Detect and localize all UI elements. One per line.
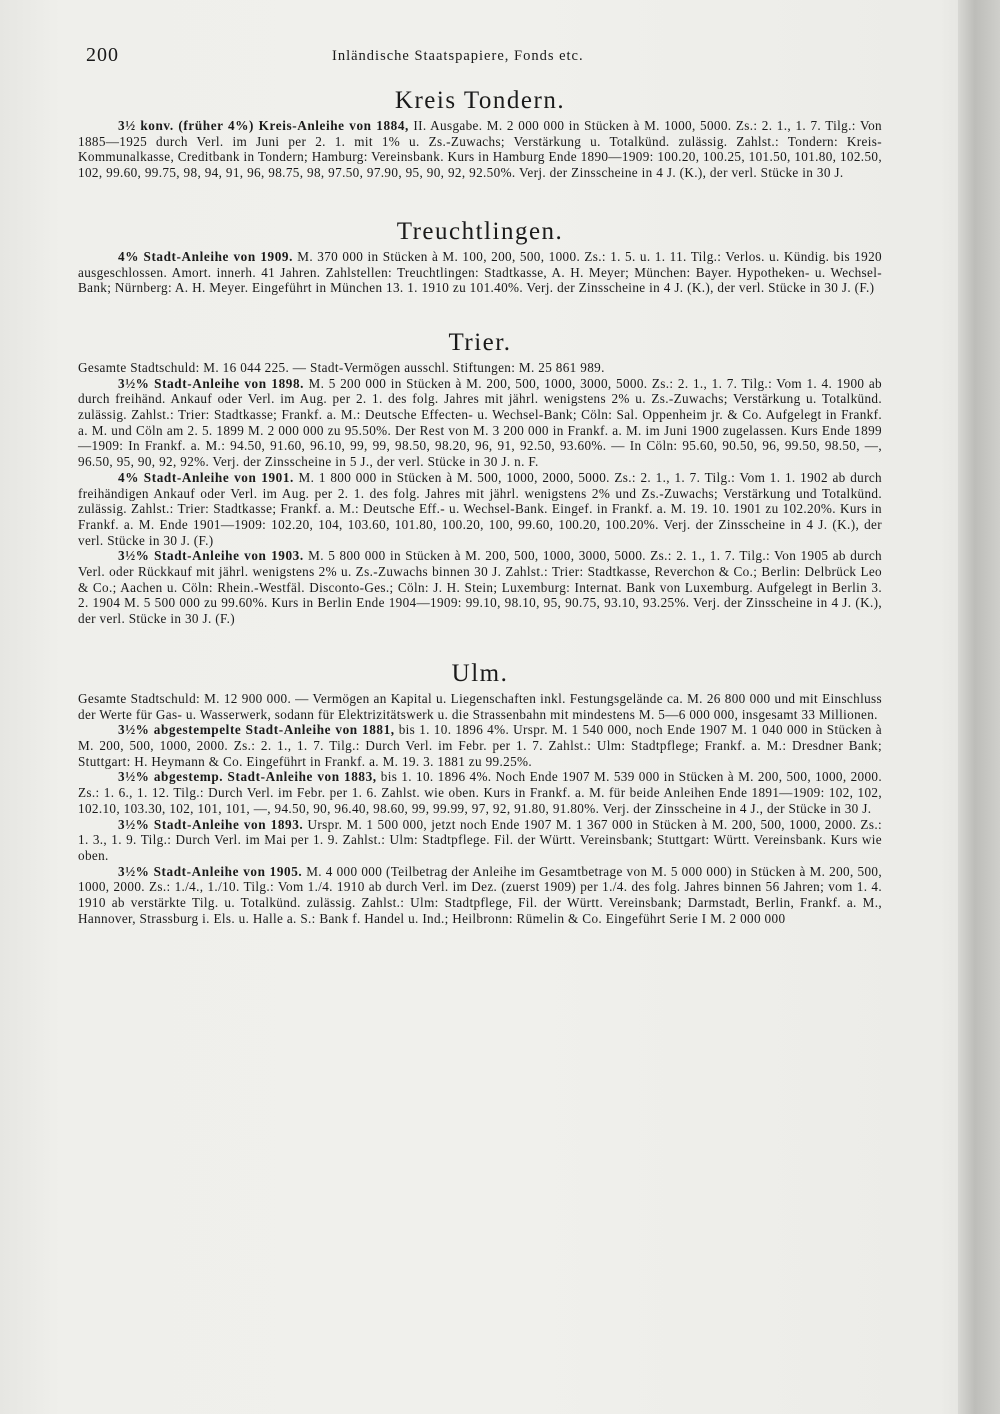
paragraph — [78, 548, 882, 627]
paragraph-text: Urspr. M. 1 500 000, jetzt noch Ende 1907 M. 1 367 000 in Stücken à M. 200, 500, 1000, 2000. Zs.: 1. 3., 1. 9. Tilg.: Durch Verl. im Mai per 1. 9. Zahlst.: Ulm: Stadtpflege. Fil. der Württ. Vereinsbank; Stuttgart: Württ. Vereinsbank. Kurs wie oben. — [78, 816, 882, 863]
page-number: 200 — [86, 44, 119, 66]
paragraph-text: bis 1. 10. 1896 4%. Noch Ende 1907 M. 539 000 in Stücken à M. 200, 500, 1000, 2000. Zs.: 1. 6., 1. 12. Tilg.: Durch Verl. im Febr. per 1. 6. Zahlst. wie oben. Kurs in Frankf. a. M. für beide Anleihen Ende 1891—1909: 102, 102, 102.10, 103.30, 102, 101, 101, —, 94.50, 90, 96.40, 98.60, 99, 99.99, 97, 92, 91.80, 91.80%. Verj. der Zinsscheine in 4 J., der Stücke in 30 J. — [78, 769, 883, 816]
page-edge-shadow — [958, 0, 1000, 1414]
paragraph — [78, 691, 882, 722]
bond-title: 3½% abgestempelte Stadt-Anleihe von 1881, — [118, 722, 395, 738]
section-spacer — [78, 627, 882, 645]
paragraph-text: M. 1 800 000 in Stücken à M. 500, 1000, 2000, 5000. Zs.: 2. 1., 1. 7. Tilg.: Vom 1. 1. 1902 ab durch freihändigen Ankauf oder Verl. im Aug. per 2. 1. des folg. Jahres mit jährl. wenigstens 2% und Zs.-Zuwachs; Verstärkung und Totalkünd. zulässig. Zahlst.: Trier: Stadtkasse; Frankf. a. M.: Deutsche Eff.- u. Wechsel-Bank. Eingef. in Frankf. a. M. 19. 10. 1901 zu 102.20%. Kurs in Frankf. a. M. Ende 1901—1909: 102.20, 104, 103.60, 101.80, 100.20, 100, 99.60, 100.20, 100.20%. Verj. der Zinsscheine in 4 J. (K.), der verl. Stücke in 30 J. (F.) — [78, 469, 882, 548]
paragraph — [78, 470, 882, 549]
bond-title: 4% Stadt-Anleihe von 1909. — [118, 248, 294, 264]
paragraph-text: M. 370 000 in Stücken à M. 100, 200, 500, 1000. Zs.: 1. 5. u. 1. 11. Tilg.: Verlos. u. Kündig. bis 1920 ausgeschlossen. Amort. innerh. 41 Jahren. Zahlstellen: Treuchtlingen: Stadtkasse, A. H. Meyer; München: Bayer. Hypotheken- u. Wechsel-Bank; Nürnberg: A. H. Meyer. Eingeführt in München 13. 1. 1910 zu 101.40%. Verj. der Zinsscheine in 4 J. (K.), der verl. Stücke in 30 J. (F.) — [78, 248, 882, 296]
bond-title: 3½% Stadt-Anleihe von 1903. — [118, 548, 304, 564]
running-title: Inländische Staatspapiere, Fonds etc. — [332, 48, 584, 64]
bond-title: 3½ konv. (früher 4%) Kreis-Anleihe von 1884, — [118, 118, 409, 133]
paragraph-text: Gesamte Stadtschuld: M. 16 044 225. — Stadt-Vermögen ausschl. Stiftungen: M. 25 861 989. — [78, 359, 605, 375]
section-spacer — [78, 181, 882, 203]
bond-title: 3½% Stadt-Anleihe von 1898. — [118, 375, 305, 391]
paragraph — [78, 722, 882, 769]
page-body — [78, 86, 882, 926]
section-treuchtlingen — [78, 181, 882, 296]
paragraph — [78, 817, 882, 864]
paragraph — [78, 360, 882, 376]
section-title: Kreis Tondern. — [394, 86, 566, 115]
bond-title: 3½% Stadt-Anleihe von 1893. — [118, 816, 304, 832]
section-trier — [78, 296, 882, 627]
paragraph-text: M. 5 800 000 in Stücken à M. 200, 500, 1000, 3000, 5000. Zs.: 2. 1., 1. 7. Tilg.: Von 1905 ab durch Verl. oder Rückkauf mit jährl. wenigstens 2% u. Zs.-Zuwachs binnen 30 J. Zahlst.: Trier: Stadtkasse, Reverchon & Co.; Berlin: Delbrück Leo & Co.; Aachen u. Cöln: Rhein.-Westfäl. Disconto-Ges.; Cöln: J. H. Stein; Luxemburg: Internat. Bank von Luxemburg. Aufgelegt in Berlin 3. 2. 1904 M. 5 500 000 zu 99.60%. Kurs in Berlin Ende 1904—1909: 99.10, 98.10, 95, 90.75, 93.10, 93.25%. Verj. der Zinsscheine in 4 J. (K.), der verl. Stücke in 30 J. (F.) — [78, 548, 882, 627]
section-title: Treuchtlingen. — [396, 217, 564, 246]
bond-title: 3½% Stadt-Anleihe von 1905. — [118, 863, 303, 879]
paragraph-text: II. Ausgabe. M. 2 000 000 in Stücken à M. 1000, 5000. Zs.: 2. 1., 1. 7. Tilg.: Von 1885—1925 durch Verl. im Juni per 2. 1. mit 1% u. Zs.-Zuwachs; Verstärkung u. Totalkünd. zulässig. Zahlst.: Tondern: Kreis-Kommunalkasse, Creditbank in Tondern; Hamburg: Vereinsbank. Kurs in Hamburg Ende 1890—1909: 100.20, 100.25, 101.50, 101.80, 102.50, 102, 99.60, 99.75, 98, 94, 91, 96, 98.75, 98, 97.50, 97.90, 95, 90, 92, 92.50%. Verj. der Zinsscheine in 4 J. (K.), der verl. Stücke in 30 J. — [78, 118, 883, 181]
section-spacer — [78, 296, 882, 314]
bond-title: 4% Stadt-Anleihe von 1901. — [118, 469, 294, 485]
paragraph — [78, 249, 882, 296]
paragraph — [78, 118, 882, 181]
page-header — [86, 44, 906, 74]
paragraph — [78, 769, 882, 816]
section-title: Trier. — [448, 328, 512, 357]
section-ulm — [78, 627, 882, 927]
paragraph-text: bis 1. 10. 1896 4%. Urspr. M. 1 540 000, noch Ende 1907 M. 1 040 000 in Stücken à M. 200, 500, 1000, 2000. Zs.: 2. 1., 1. 7. Tilg.: Durch Verl. im Febr. per 1. 7. Zahlst.: Ulm: Stadtpflege; Frankf. a. M.: Dresdner Bank; Stuttgart: H. Heymann & Co. Eingeführt in Frankf. a. M. 19. 3. 1881 zu 99.25%. — [78, 722, 882, 769]
paragraph-text: M. 5 200 000 in Stücken à M. 200, 500, 1000, 3000, 5000. Zs.: 2. 1., 1. 7. Tilg.: Vom 1. 4. 1900 ab durch freihänd. Ankauf oder Verl. im Aug. per 2. 1. des folg. Jahres mit jährl. wenigstens 2% u. Zs.-Zuwachs; Verstärkung u. Totalkünd. zulässig. Zahlst.: Trier: Stadtkasse; Frankf. a. M.: Deutsche Effecten- u. Wechsel-Bank; Cöln: Sal. Oppenheim jr. & Co. Aufgelegt in Frankf. a. M. und Cöln am 2. 5. 1899 M. 2 000 000 zu 95.50%. Der Rest von M. 3 200 000 in Frankf. a. M. im Juni 1900 zugelassen. Kurs Ende 1899—1909: In Frankf. a. M.: 94.50, 91.60, 96.10, 99, 99, 98.50, 98.20, 96, 91, 92.50, 93.60%. — In Cöln: 95.60, 90.50, 96, 99.50, 98.50, —, 96.50, 95, 90, 92, 92%. Verj. der Zinsscheine in 5 J., der verl. Stücke in 30 J. n. F. — [78, 375, 882, 470]
section-title: Ulm. — [451, 659, 509, 688]
paragraph — [78, 864, 882, 927]
paragraph — [78, 376, 882, 470]
bond-title: 3½% abgestemp. Stadt-Anleihe von 1883, — [118, 769, 377, 785]
section-kreistondern — [78, 86, 882, 181]
paragraph-text: Gesamte Stadtschuld: M. 12 900 000. — Vermögen an Kapital u. Liegenschaften inkl. Festungsgelände ca. M. 26 800 000 und mit Einschluss der Werte für Gas- u. Wasserwerk, sodann für Elektrizitätswerk u. die Strassenbahn mit mindestens M. 5—6 000 000, insgesamt 33 Millionen. — [78, 690, 882, 722]
paragraph-text: M. 4 000 000 (Teilbetrag der Anleihe im Gesamtbetrage von M. 5 000 000) in Stücken à M. 200, 500, 1000, 2000. Zs.: 1./4., 1./10. Tilg.: Vom 1./4. 1910 ab durch Verl. im Dez. (zuerst 1909) per 1./4. des folg. Jahres binnen 56 Jahren; vom 1. 4. 1910 ab verstärkte Tilg. u. Totalkünd. zulässig. Zahlst.: Ulm: Stadtpflege, Fil. der Württ. Vereinsbank; Darmstadt, Berlin, Frankf. a. M., Hannover, Strassburg i. Els. u. Halle a. S.: Bank f. Handel u. Ind.; Heilbronn: Rümelin & Co. Eingeführt Serie I M. 2 000 000 — [78, 863, 882, 926]
